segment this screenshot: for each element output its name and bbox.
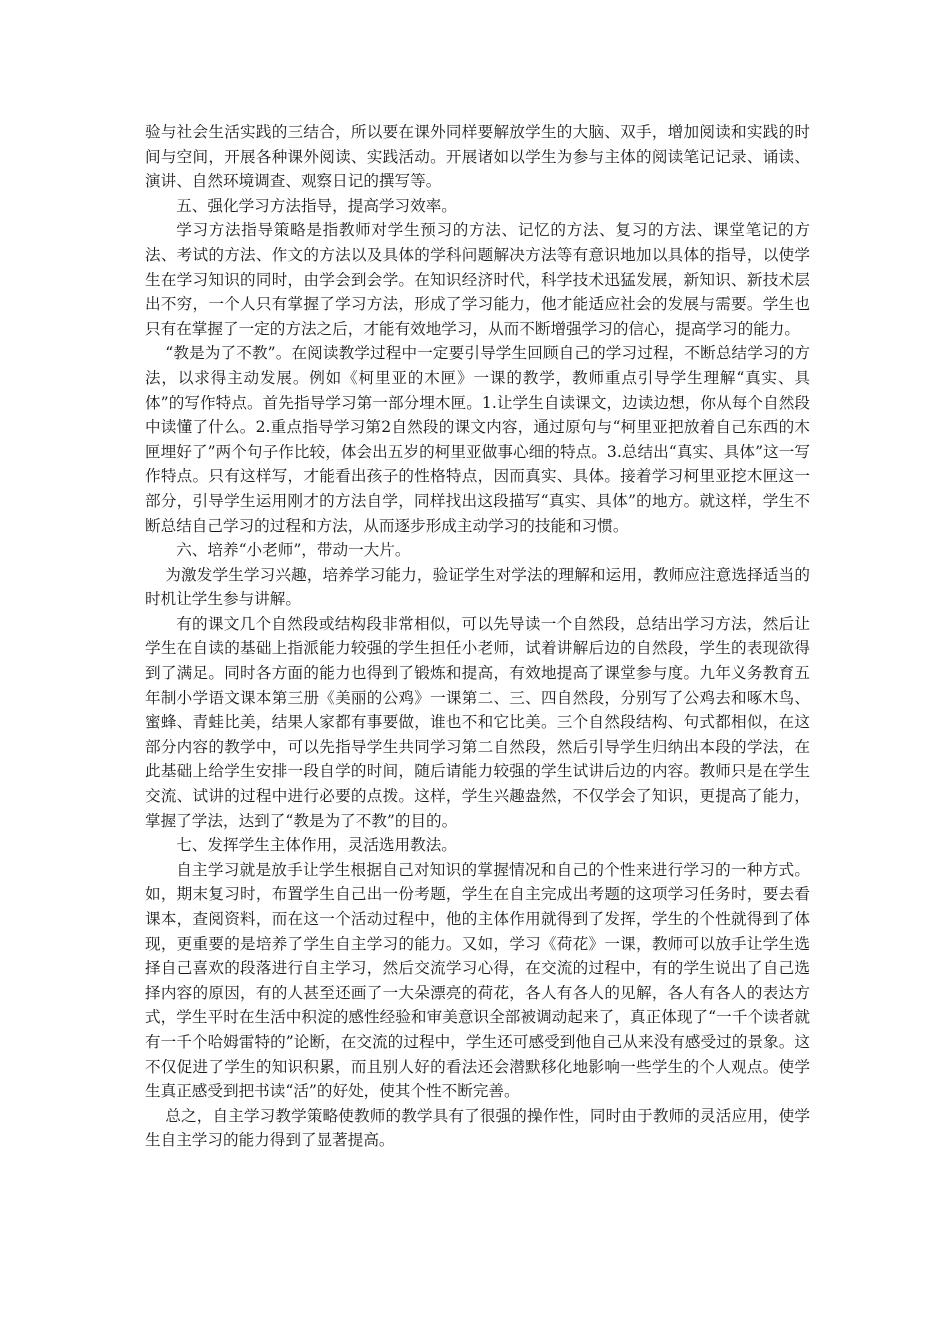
section-heading-6: 六、培养“小老师”，带动一大片。	[176, 541, 411, 560]
paragraph-conclusion: 总之，自主学习教学策略使教师的教学具有了很强的操作性，同时由于教师的灵活应用，使学生自主学习的能力得到了显著提高。	[145, 1106, 810, 1150]
paragraph-autonomous-learning: 自主学习就是放手让学生根据自己对知识的掌握情况和自己的个性来进行学习的一种方式。如，期末复习时，布置学生自己出一份考题，学生在自主完成出考题的这项学习任务时，要去看课本，查阅资料，而在这一个活动过程中，他的主体作用就得到了发挥，学生的个性就得到了体现，更重要的是培养了学生自主学习的能力。又如，学习《荷花》一课，教师可以放手让学生选择自己喜欢的段落进行自主学习，然后交流学习心得，在交流的过程中，有的学生说出了自己选择内容的原因，有的人甚至还画了一大朵漂亮的荷花，各人有各人的见解，各人有各人的表达方式，学生平时在生活中积淀的感性经验和审美意识全部被调动起来了，真正体现了“一千个读者就有一千个哈姆雷特的”论断，在交流的过程中，学生还可感受到他自己从来没有感受过的景象。这不仅促进了学生的知识积累，而且别人好的看法还会潜默移化地影响一些学生的个人观点。使学生真正感受到把书读“活”的好处，使其个性不断完善。	[145, 860, 810, 1101]
paragraph-study-methods: 学习方法指导策略是指教师对学生预习的方法、记忆的方法、复习的方法、课堂笔记的方法、考试的方法、作文的方法以及具体的学科问题解决方法等有意识地加以具体的指导，以使学生在学习知识的同时，由学会到会学。在知识经济时代，科学技术迅猛发展，新知识、新技术层出不穷，一个人只有掌握了学习方法，形成了学习能力，他才能适应社会的发展与需要。学生也只有在掌握了一定的方法之后，才能有效地学习，从而不断增强学习的信心，提高学习的能力。	[145, 221, 810, 338]
section-heading-7: 七、发挥学生主体作用，灵活选用教法。	[176, 836, 457, 855]
document-body	[145, 120, 810, 1153]
paragraph-motivation: 为激发学生学习兴趣，培养学习能力，验证学生对学法的理解和运用，教师应注意选择适当的时机让学生参与讲解。	[145, 565, 810, 609]
paragraph-little-teacher: 有的课文几个自然段或结构段非常相似，可以先导读一个自然段，总结出学习方法，然后让学生在自读的基础上指派能力较强的学生担任小老师，试着讲解后边的自然段，学生的表现欲得到了满足。同时各方面的能力也得到了锻炼和提高，有效地提高了课堂参与度。九年义务教育五年制小学语文课本第三册《美丽的公鸡》一课第二、三、四自然段，分别写了公鸡去和啄木鸟、蜜蜂、青蛙比美，结果人家都有事要做，谁也不和它比美。三个自然段结构、句式都相似，在这部分内容的教学中，可以先指导学生共同学习第二自然段，然后引导学生归纳出本段的学法，在此基础上给学生安排一段自学的时间，随后请能力较强的学生试讲后边的内容。教师只是在学生交流、试讲的过程中进行必要的点拨。这样，学生兴趣盎然，不仅学会了知识，更提高了能力，掌握了学法，达到了“教是为了不教”的目的。	[145, 614, 810, 830]
section-heading-5: 五、强化学习方法指导，提高学习效率。	[176, 196, 457, 215]
paragraph-continuation: 验与社会生活实践的三结合，所以要在课外同样要解放学生的大脑、双手，增加阅读和实践的时间与空间，开展各种课外阅读、实践活动。开展诸如以学生为参与主体的阅读笔记记录、诵读、演讲、自然环境调查、观察日记的撰写等。	[145, 123, 810, 191]
paragraph-teach-not-teach: “教是为了不教”。在阅读教学过程中一定要引导学生回顾自己的学习过程，不断总结学习的方法，以求得主动发展。例如《柯里亚的木匣》一课的教学，教师重点引导学生理解“真实、具体”的写作特点。首先指导学习第一部分埋木匣。1.让学生自读课文，边读边想，你从每个自然段中读懂了什么。2.重点指导学习第2自然段的课文内容，通过原句与“柯里亚把放着自己东西的木匣埋好了”两个句子作比较，体会出五岁的柯里亚做事心细的特点。3.总结出“真实、具体”这一写作特点。只有这样写，才能看出孩子的性格特点，因而真实、具体。接着学习柯里亚挖木匣这一部分，引导学生运用刚才的方法自学，同样找出这段描写“真实、具体”的地方。就这样，学生不断总结自己学习的过程和方法，从而逐步形成主动学习的技能和习惯。	[145, 344, 810, 535]
